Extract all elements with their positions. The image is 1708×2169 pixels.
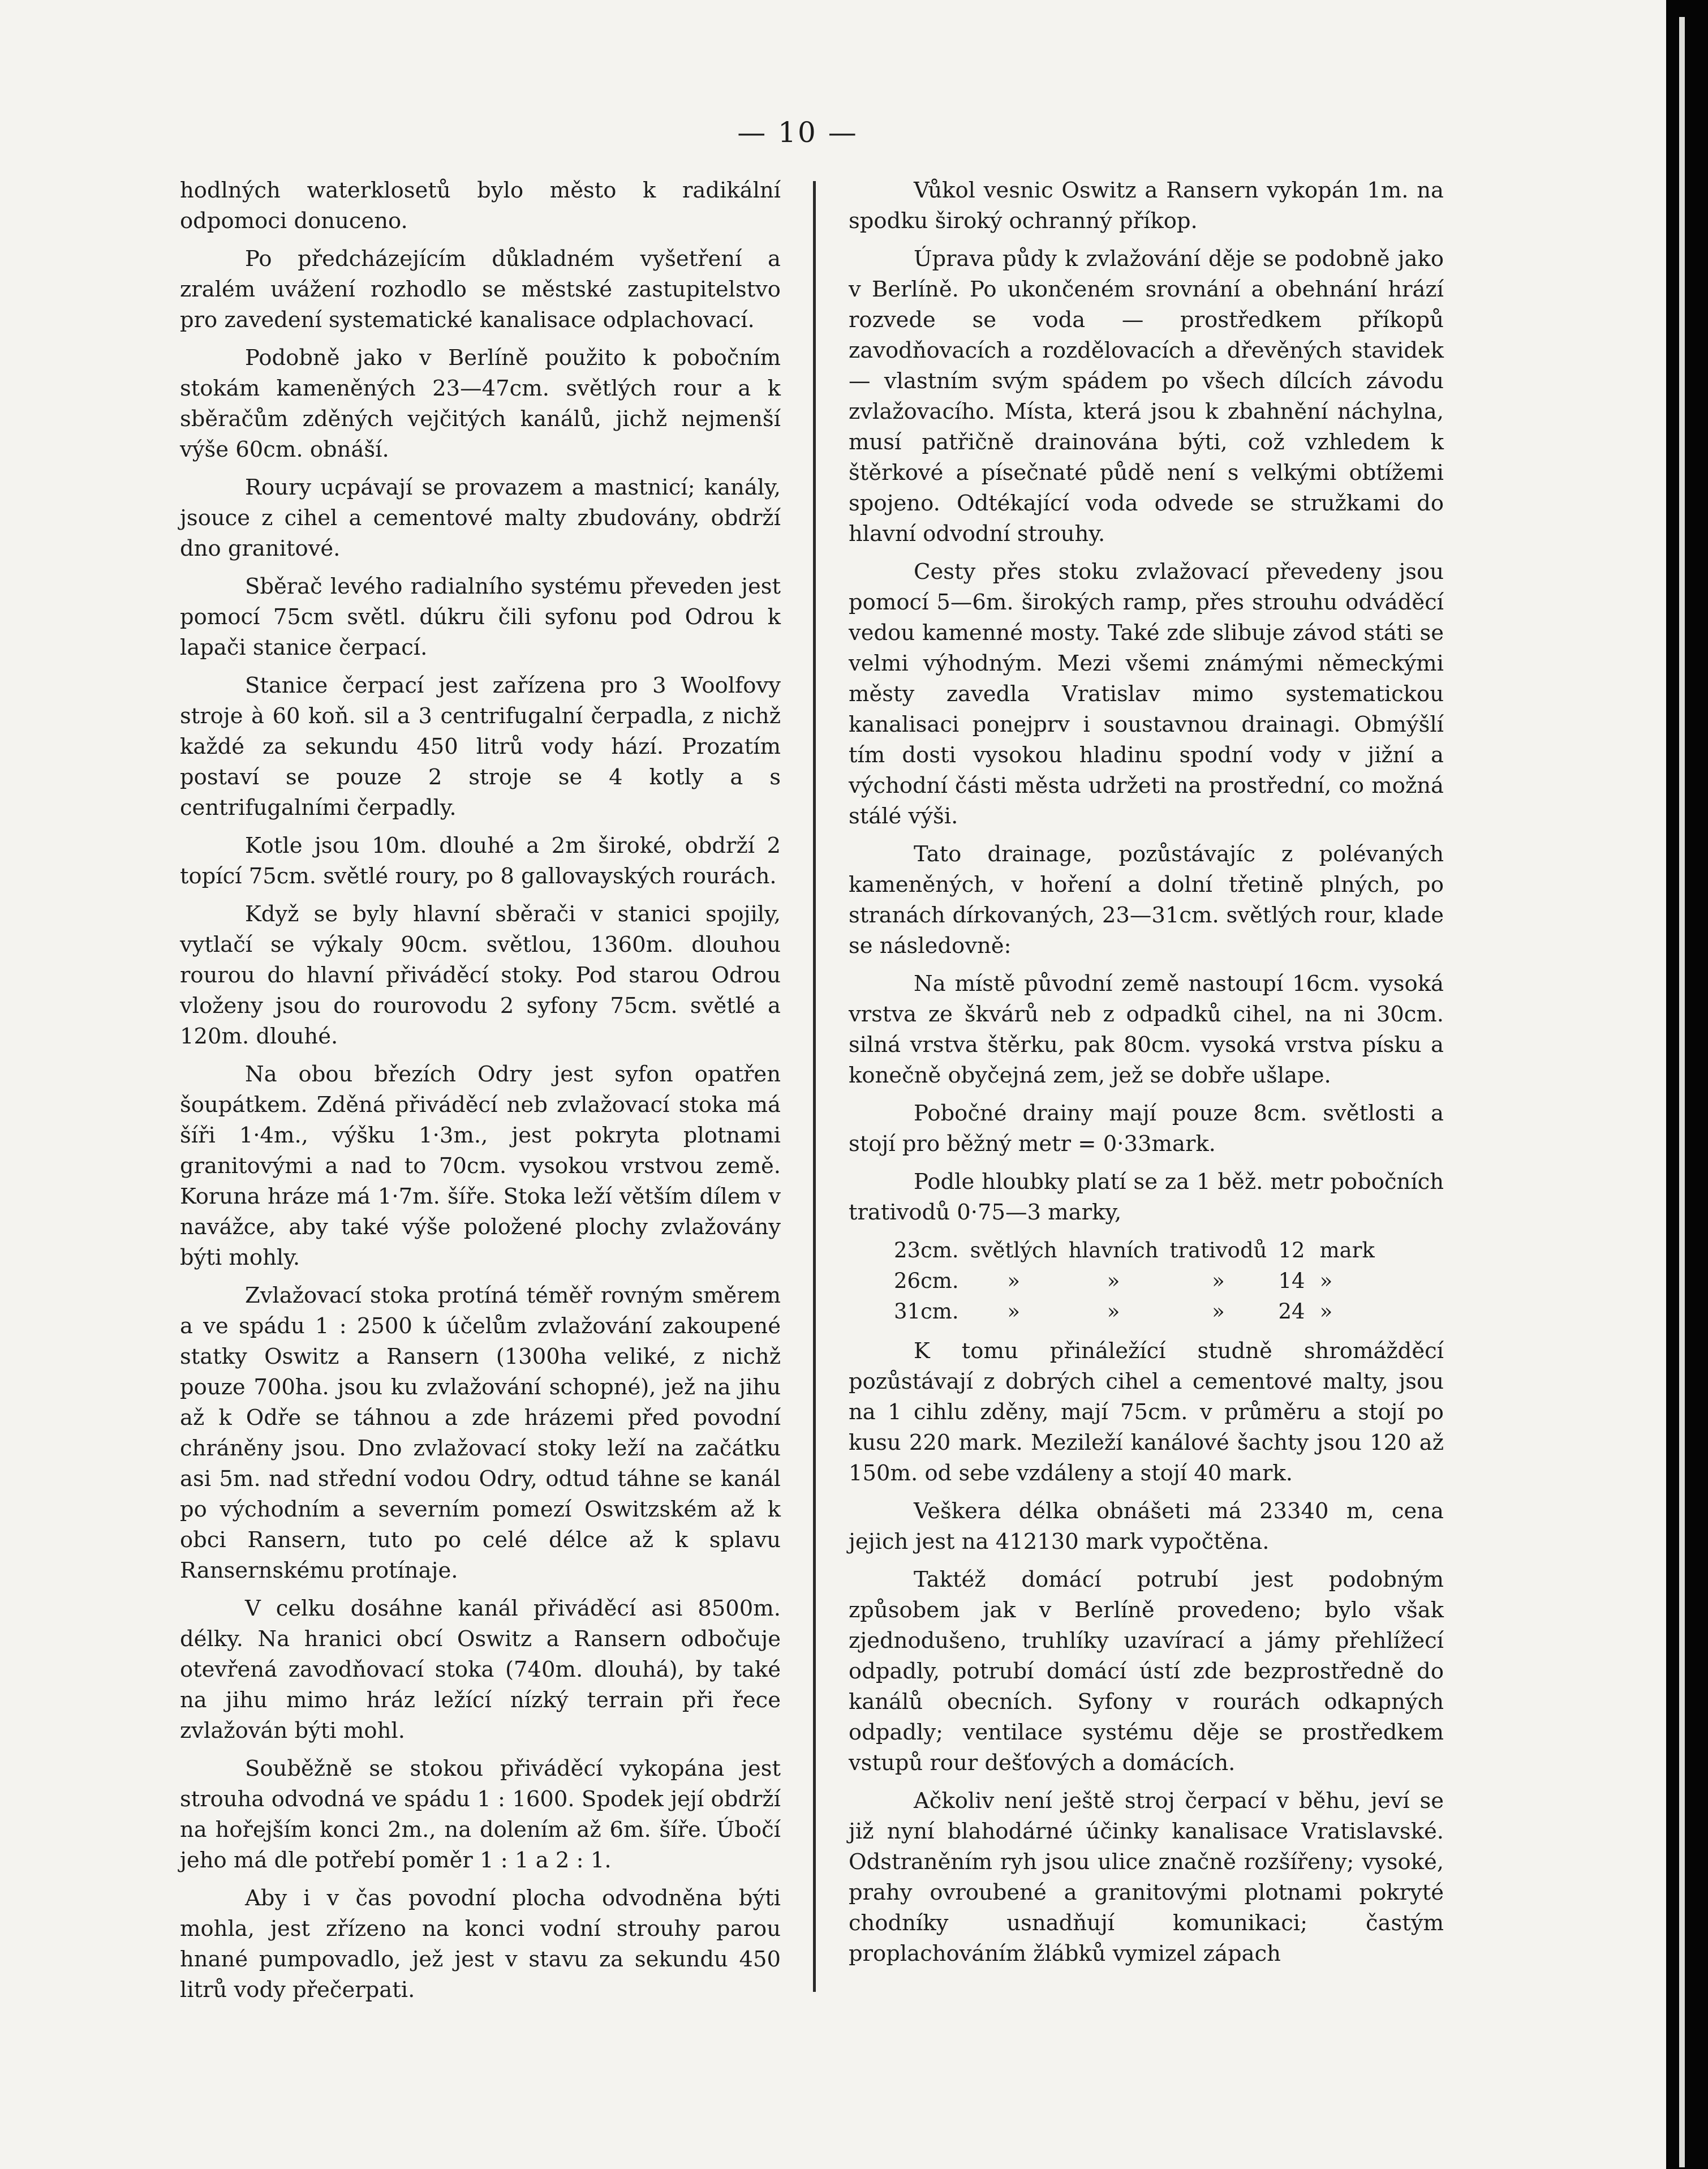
drain-cell: » [1107,1269,1120,1293]
paragraph: V celku dosáhne kanál přiváděcí asi 8500m. délky. Na hranici obcí Oswitz a Ransern odbočuje otevřená zavodňovací stoka (740m. dlouhá), by také na jihu mimo hráz ležící nízký terrain při řece zvlažován býti mohl. [180,1596,781,1743]
drain-cell: » [1212,1299,1225,1324]
drain-cell: » [1212,1269,1225,1293]
drain-size: 23cm. [894,1238,959,1262]
paragraph: Tato drainage, pozůstávajíc z polévaných kameněných, v hoření a dolní třetině plných, po stranách dírkovaných, 23—31cm. světlých rour, klade se následovně: [849,841,1444,959]
paragraph: Taktéž domácí potrubí jest podobným způsobem jak v Berlíně provedeno; bylo však zjednodušeno, truhlíky uzavírací a jámy přehlížecí odpadly, potrubí domácí ústí zde bezprostředně do kanálů obecních. Syfony v rourách odkapných odpadly; ventilace systému děje se prostředkem vstupů rour dešťových a domácích. [849,1567,1444,1776]
scan-border [1666,0,1708,2169]
paragraph: Vůkol vesnic Oswitz a Ransern vykopán 1m. na spodku široký ochranný příkop. [849,178,1444,234]
paragraph: hodlných waterklosetů bylo město k radikální odpomoci donuceno. [180,178,781,234]
paragraph: Stanice čerpací jest zařízena pro 3 Woolfovy stroje à 60 koň. sil a 3 centrifugalní čerpadla, z nichž každé za sekundu 450 litrů vody hází. Prozatím postaví se pouze 2 stroje se 4 kotly a s centrifugalními čerpadly. [180,673,781,821]
left-column [180,175,781,2013]
paragraph: Podle hloubky platí se za 1 běž. metr pobočních trativodů 0·75—3 marky, [849,1169,1444,1225]
paragraph: Pobočné drainy mají pouze 8cm. světlosti a stojí pro běžný metr = 0·33mark. [849,1101,1444,1157]
drain-price: 12 [1278,1238,1305,1262]
paragraph: Roury ucpávají se provazem a mastnicí; kanály, jsouce z cihel a cementové malty zbudovány, obdrží dno granitové. [180,475,781,561]
drain-price: 24 [1278,1299,1305,1324]
paragraph: Když se byly hlavní sběrači v stanici spojily, vytlačí se výkaly 90cm. světlou, 1360m. dlouhou rourou do hlavní přiváděcí stoky. Pod starou Odrou vloženy jsou do rourovodu 2 syfony 75cm. světlé a 120m. dlouhé. [180,901,781,1049]
paragraph: Na místě původní země nastoupí 16cm. vysoká vrstva ze škvárů neb z odpadků cihel, na ni 30cm. silná vrstva štěrku, pak 80cm. vysoká vrstva písku a konečně obyčejná zem, jež se dobře ušlape. [849,971,1444,1088]
paragraph: Na obou březích Odry jest syfon opatřen šoupátkem. Zděná přiváděcí neb zvlažovací stoka má šíři 1·4m., výšku 1·3m., jest pokryta plotnami granitovými a nad to 70cm. vysokou vrstvou země. Koruna hráze má 1·7m. šíře. Stoka leží větším dílem v navážce, aby také výše položené plochy zvlažovány býti mohly. [180,1062,781,1270]
drain-price: 14 [1278,1269,1305,1293]
paragraph: Úprava půdy k zvlažování děje se podobně jako v Berlíně. Po ukončeném srovnání a obehnání hrází rozvede se voda — prostředkem příkopů zavodňovacích a rozdělovacích a dřevěných stavidek — vlastním svým spádem po všech dílcích závodu zvlažovacího. Místa, která jsou k zbahnění náchylna, musí patřičně drainována býti, což vzhledem k štěrkové a písečnaté půdě není s velkými obtížemi spojeno. Odtékající voda odvede se stružkami do hlavní odvodní strouhy. [849,246,1444,547]
right-column [849,175,1444,1977]
drain-unit: mark [1319,1238,1375,1262]
paragraph: Cesty přes stoku zvlažovací převedeny jsou pomocí 5—6m. širokých ramp, přes strouhu odváděcí vedou kamenné mosty. Také zde slibuje závod státi se velmi výhodným. Mezi všemi známými německými městy zavedla Vratislav mimo systematickou kanalisaci ponejprv i soustavnou drainagi. Obmýšlí tím dosti vysokou hladinu spodní vody v jižní a východní části města udržeti na prostřední, co možná stálé výši. [849,559,1444,829]
drain-unit: » [1319,1299,1333,1324]
paragraph: Aby i v čas povodní plocha odvodněna býti mohla, jest zřízeno na konci vodní strouhy parou hnané pumpovadlo, jež jest v stavu za sekundu 450 litrů vody přečerpati. [180,1885,781,2003]
table-row [894,1235,1386,1266]
drain-price-table [894,1235,1386,1327]
drain-cell: » [1007,1269,1020,1293]
paragraph: Po předcházejícím důkladném vyšetření a zralém uvážení rozhodlo se městské zastupitelstvo pro zavedení systematické kanalisace odplachovací. [180,246,781,333]
next-page-edge [1679,17,1685,2167]
drain-cell: » [1007,1299,1020,1324]
drain-unit: » [1319,1269,1333,1293]
paragraph: Ačkoliv není ještě stroj čerpací v běhu, jeví se již nyní blahodárné účinky kanalisace Vratislavské. Odstraněním ryh jsou ulice značně rozšířeny; vysoké, prahy ovroubené a granitovými plotnami pokryté chodníky usnadňují komunikaci; častým proplachováním žlábků vymizel zápach [849,1788,1444,1966]
paragraph: Kotle jsou 10m. dlouhé a 2m široké, obdrží 2 topící 75cm. světlé roury, po 8 gallovayských rourách. [180,833,781,889]
paragraph: Veškera délka obnášeti má 23340 m, cena jejich jest na 412130 mark vypočtěna. [849,1498,1444,1554]
drain-cell: hlavních [1068,1238,1159,1262]
page-number: — 10 — [737,116,858,149]
paragraph: Zvlažovací stoka protíná téměř rovným směrem a ve spádu 1 : 2500 k účelům zvlažování zakoupené statky Oswitz a Ransern (1300ha veliké, z nichž pouze 700ha. jsou ku zvlažování schopné), jež na jihu až k Odře se táhnou a zde hrázemi před povodní chráněny jsou. Dno zvlažovací stoky leží na začátku asi 5m. nad střední vodou Odry, odtud táhne se kanál po východním a severním pomezí Oswitzském až k obci Ransern, tuto po celé délce až k splavu Ransernskému protínaje. [180,1283,781,1583]
paragraph: K tomu přináležící studně shromážděcí pozůstávají z dobrých cihel a cementové malty, jsou na 1 cihlu zděny, mají 75cm. v průměru a stojí po kusu 220 mark. Mezileží kanálové šachty jsou 120 až 150m. od sebe vzdáleny a stojí 40 mark. [849,1338,1444,1486]
drain-cell: » [1107,1299,1120,1324]
drain-size: 31cm. [894,1299,959,1324]
table-row [894,1296,1386,1327]
drain-size: 26cm. [894,1269,959,1293]
drain-cell: světlých [970,1238,1057,1262]
paragraph: Podobně jako v Berlíně použito k pobočním stokám kameněných 23—47cm. světlých rour a k sběračům zděných vejčitých kanálů, jichž nejmenší výše 60cm. obnáší. [180,345,781,462]
column-divider [813,181,816,1992]
paragraph: Souběžně se stokou přiváděcí vykopána jest strouha odvodná ve spádu 1 : 1600. Spodek její obdrží na hořejším konci 2m., na dolením až 6m. šíře. Úbočí jeho má dle potřebí poměr 1 : 1 a 2 : 1. [180,1756,781,1873]
paragraph: Sběrač levého radialního systému převeden jest pomocí 75cm světl. dúkru čili syfonu pod Odrou k lapači stanice čerpací. [180,574,781,660]
drain-cell: trativodů [1169,1238,1267,1262]
table-row [894,1266,1386,1296]
